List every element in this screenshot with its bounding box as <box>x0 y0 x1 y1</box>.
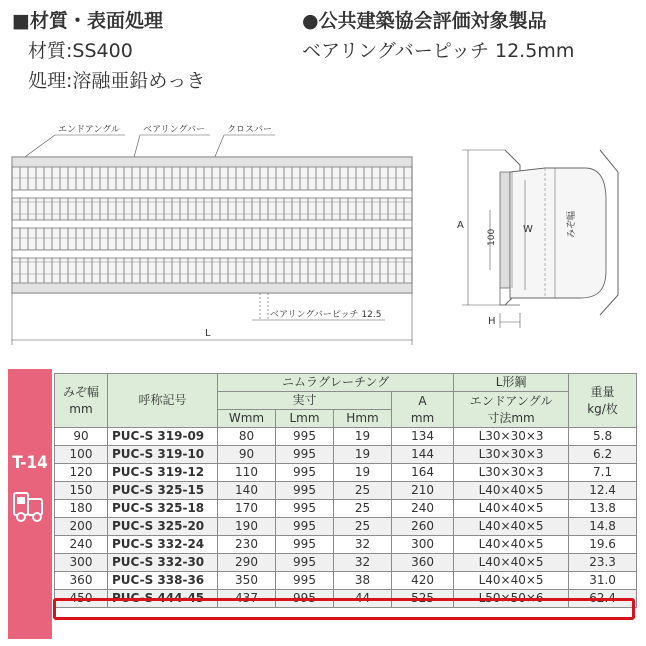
table-row: 360 PUC-S 338-36 350 995 38 420 L40×40×5 31.0 <box>55 572 637 590</box>
header-end-angle: エンドアングル 寸法mm <box>454 392 569 428</box>
table-row: 90 PUC-S 319-09 80 995 19 134 L30×30×3 5.8 <box>55 428 637 446</box>
table-row: 240 PUC-S 332-24 230 995 32 300 L40×40×5 19.6 <box>55 536 637 554</box>
category-side-tab <box>8 369 52 639</box>
product-spec-table <box>54 373 637 608</box>
label-L: L <box>205 328 211 339</box>
table-row-highlighted: 450 PUC-S 444-45 437 995 44 525 L50×50×6 62.4 <box>55 590 637 608</box>
grating-plan-view <box>12 157 412 293</box>
bearing-bar-pitch: ベアリングバーピッチ 12.5mm <box>302 40 575 62</box>
header-grating: ニムラグレーチング <box>218 374 454 392</box>
header-h: Hmm <box>334 410 392 428</box>
spec-treatment: 処理:溶融亜鉛めっき <box>28 70 206 92</box>
tab-label: T-14 <box>12 453 48 473</box>
technical-drawing <box>0 110 646 355</box>
spec-heading: ■材質・表面処理 <box>12 10 163 32</box>
header-actual-size: 実寸 <box>218 392 392 410</box>
label-A: A <box>457 220 464 231</box>
label-W: W <box>523 224 533 235</box>
table-row: 180 PUC-S 325-18 170 995 25 240 L40×40×5 13.8 <box>55 500 637 518</box>
table-row: 150 PUC-S 325-15 140 995 25 210 L40×40×5 12.4 <box>55 482 637 500</box>
certification-heading: ●公共建築協会評価対象製品 <box>302 10 547 32</box>
header-weight: 重量 kg/枚 <box>569 374 637 428</box>
label-end-angle: エンドアングル <box>58 125 120 135</box>
label-pitch: ベアリングバーピッチ 12.5 <box>270 310 382 320</box>
table-row: 200 PUC-S 325-20 190 995 25 260 L40×40×5 14.8 <box>55 518 637 536</box>
header-l: Lmm <box>276 410 334 428</box>
spec-material: 材質:SS400 <box>28 40 133 62</box>
grating-section-view <box>457 150 618 328</box>
label-mizo-width: みぞ幅 <box>567 210 577 238</box>
spec-material-block <box>12 6 205 96</box>
label-H: H <box>488 316 496 327</box>
header-mizo-width: みぞ幅 mm <box>55 374 108 428</box>
header-a: A mm <box>392 392 454 428</box>
label-cross-bar: クロスバー <box>227 125 273 135</box>
header-w: Wmm <box>218 410 276 428</box>
table-row: 120 PUC-S 319-12 110 995 19 164 L30×30×3 7.1 <box>55 464 637 482</box>
spec-certification-block <box>302 6 574 66</box>
label-bearing-bar: ベアリングバー <box>143 125 205 135</box>
header-code: 呼称記号 <box>108 374 218 428</box>
truck-icon <box>12 489 48 523</box>
label-100: 100 <box>487 228 497 246</box>
header-l-steel: L形鋼 <box>454 374 569 392</box>
table-row: 300 PUC-S 332-30 290 995 32 360 L40×40×5 23.3 <box>55 554 637 572</box>
table-row: 100 PUC-S 319-10 90 995 19 144 L30×30×3 6.2 <box>55 446 637 464</box>
